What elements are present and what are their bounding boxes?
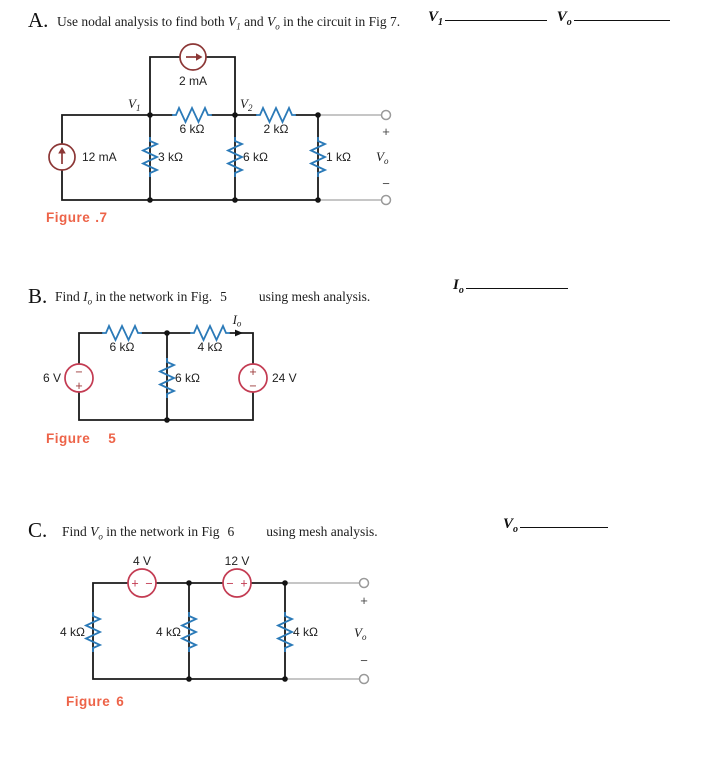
statement-text: Find [55, 289, 84, 304]
output-terminal-bottom [360, 675, 369, 684]
figure-6-circuit [40, 545, 380, 690]
resistor-6k-top [102, 326, 142, 340]
voltage-source-4V [128, 569, 156, 597]
problem-c-letter: C. [28, 518, 48, 542]
minus-sign: − [249, 379, 257, 393]
plus-sign: + [131, 576, 139, 591]
resistor-6k-horizontal [172, 108, 212, 122]
label-vo-output: $V_o$ [354, 625, 367, 642]
answer-label-io: $I_o$ [453, 277, 464, 296]
figure-number-inline: 5 [220, 289, 227, 304]
node-dot [232, 112, 238, 118]
node-dot [147, 112, 153, 118]
problem-c-statement [62, 524, 378, 540]
answer-label-vo: $V_o$ [556, 9, 572, 28]
statement-text: Find [62, 524, 91, 539]
label-io: Io [232, 312, 242, 329]
statement-text: using mesh analysis. [266, 524, 378, 539]
answer-label-vo: $V_o$ [503, 516, 519, 535]
figure-5-caption: Figure 5 [46, 431, 117, 446]
label-2mA: 2 mA [178, 74, 208, 88]
output-terminal-top [360, 579, 369, 588]
circuit-wires [79, 333, 253, 420]
variable-vo-sub: o [275, 21, 280, 32]
minus-sign: − [226, 576, 234, 591]
plus-sign: + [360, 593, 368, 608]
label-node-v1: $V_1$ [128, 96, 141, 113]
voltage-source-24V [239, 364, 267, 393]
statement-text: in the network in Fig. [92, 289, 213, 304]
label-6V: 6 V [42, 371, 61, 385]
answer-row-b [453, 275, 568, 294]
label-4V: 4 V [132, 554, 152, 568]
figure-number-inline: 6 [227, 524, 235, 539]
plus-sign: + [75, 379, 83, 393]
label-resistor-6k-top: 6 kΩ [109, 340, 135, 354]
label-node-v2: $V_2$ [240, 96, 253, 113]
variable-vo: V [266, 14, 276, 29]
answer-line-vo [574, 7, 670, 21]
answer-line-vo [520, 514, 608, 528]
label-resistor-6k-h: 6 kΩ [179, 122, 205, 136]
node-dot [232, 197, 238, 203]
label-resistor-4k-mid: 4 kΩ [156, 625, 181, 639]
variable-vo: V [90, 524, 99, 539]
minus-sign: − [145, 576, 153, 591]
statement-text: and [240, 14, 267, 29]
label-resistor-4k-top: 4 kΩ [197, 340, 223, 354]
minus-sign: − [360, 653, 368, 668]
answer-row-c [503, 514, 608, 533]
label-vo-output: $V_o$ [376, 149, 389, 166]
node-dot [315, 197, 321, 203]
label-resistor-4k-left: 4 kΩ [60, 625, 85, 639]
label-resistor-4k-right: 4 kΩ [293, 625, 318, 639]
label-resistor-6k-mid: 6 kΩ [175, 371, 200, 385]
node-dot [164, 330, 170, 336]
current-source-12mA [49, 144, 75, 170]
answer-label-v1: $V_1$ [428, 9, 444, 28]
statement-text: Use nodal analysis to find both [57, 14, 228, 29]
answer-row-a [428, 7, 670, 26]
figure-7-circuit [40, 40, 410, 220]
variable-vo-sub: o [98, 531, 103, 542]
answer-line-v1 [445, 7, 547, 21]
output-terminal-top [382, 111, 391, 120]
variable-v1-sub: 1 [236, 21, 241, 32]
plus-sign: + [249, 365, 257, 379]
figure-7-caption: Figure .7 [46, 210, 108, 225]
current-source-2mA [180, 44, 206, 70]
problem-b-statement [55, 289, 370, 305]
resistor-2k-horizontal [256, 108, 296, 122]
node-dot [164, 417, 170, 423]
node-dot [315, 112, 321, 118]
minus-sign: − [382, 176, 390, 191]
label-resistor-1k: 1 kΩ [326, 150, 351, 164]
label-12mA: 12 mA [82, 150, 117, 164]
problem-b-letter: B. [28, 284, 48, 308]
output-terminal-bottom [382, 196, 391, 205]
label-resistor-6k-v: 6 kΩ [243, 150, 268, 164]
node-dot [282, 676, 288, 682]
node-dot [282, 580, 288, 586]
variable-v1: V [227, 14, 237, 29]
answer-line-io [466, 275, 568, 289]
plus-sign: + [382, 124, 390, 139]
problem-a-statement [57, 14, 400, 30]
figure-5-circuit [40, 310, 330, 435]
voltage-source-12V [223, 569, 251, 597]
plus-sign: + [240, 576, 248, 591]
label-24V: 24 V [272, 371, 297, 385]
resistor-4k-top [190, 326, 230, 340]
statement-text: in the circuit in Fig 7. [279, 14, 401, 29]
io-current-arrow [235, 330, 243, 337]
variable-io: I [83, 289, 88, 304]
label-12V: 12 V [224, 554, 250, 568]
voltage-source-6V [65, 364, 93, 393]
problem-a-letter: A. [28, 8, 49, 32]
figure-6-caption: Figure 6 [66, 694, 125, 709]
label-resistor-3k: 3 kΩ [158, 150, 183, 164]
circuit-wires [93, 583, 285, 679]
statement-text: in the network in Fig [102, 524, 220, 539]
variable-io-sub: o [87, 296, 93, 307]
node-dot [147, 197, 153, 203]
node-dot [186, 676, 192, 682]
label-resistor-2k-h: 2 kΩ [263, 122, 289, 136]
node-dot [186, 580, 192, 586]
minus-sign: − [75, 365, 83, 379]
statement-text: using mesh analysis. [258, 289, 371, 304]
